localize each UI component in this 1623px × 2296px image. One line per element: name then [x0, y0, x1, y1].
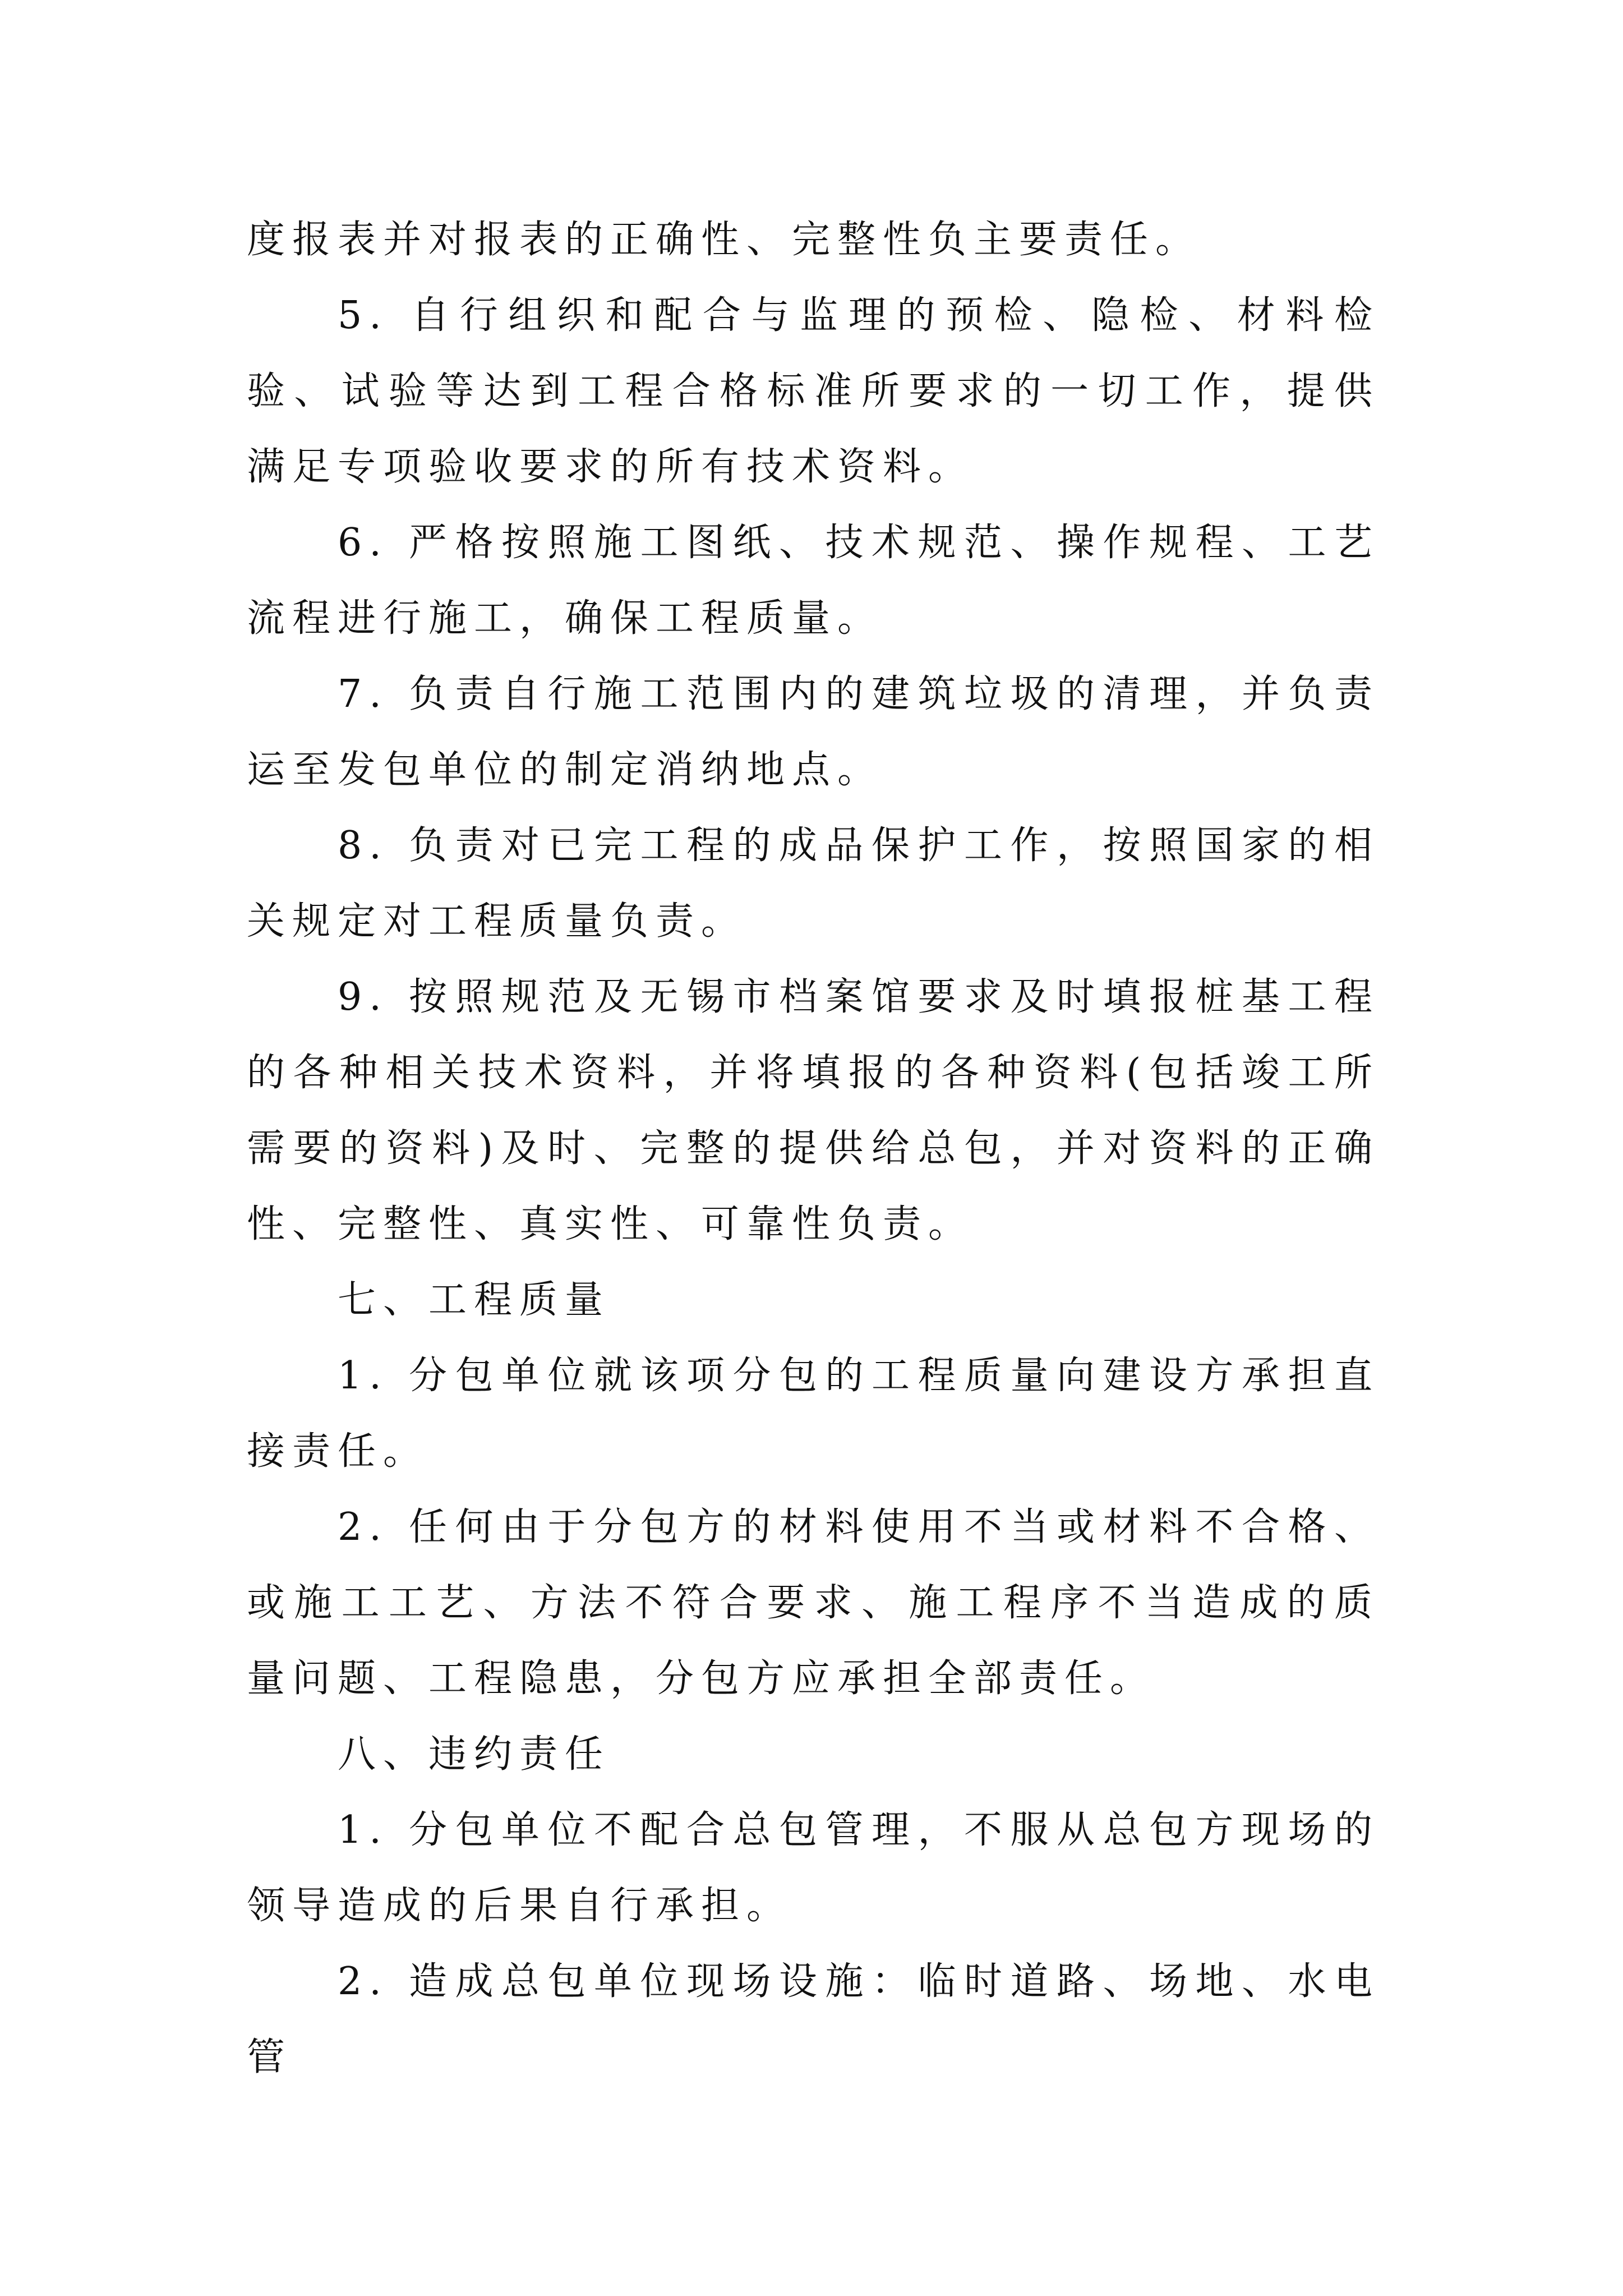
- section-heading-quality: 七、工程质量: [338, 1278, 611, 1322]
- paragraph-item-8: 8. 负责对已完工程的成品保护工作，按照国家的相关规定对工程质量负责。: [247, 823, 1380, 944]
- paragraph-liability-item-2: 2. 造成总包单位现场设施：临时道路、场地、水电管: [247, 1959, 1380, 2079]
- paragraph-item-7: 7. 负责自行施工范围内的建筑垃圾的清理，并负责运至发包单位的制定消纳地点。: [247, 672, 1380, 792]
- paragraph-report-responsibility: 度报表并对报表的正确性、完整性负主要责任。: [247, 218, 1201, 262]
- section-heading-liability: 八、违约责任: [338, 1732, 611, 1777]
- paragraph-item-9: 9. 按照规范及无锡市档案馆要求及时填报桩基工程的各种相关技术资料，并将填报的各种资料(包括竣工所需要的资料)及时、完整的提供给总包，并对资料的正确性、完整性、真实性、可靠性负责。: [247, 975, 1380, 1246]
- paragraph-quality-item-2: 2. 任何由于分包方的材料使用不当或材料不合格、或施工工艺、方法不符合要求、施工程序不当造成的质量问题、工程隐患，分包方应承担全部责任。: [247, 1505, 1380, 1701]
- paragraph-liability-item-1: 1. 分包单位不配合总包管理，不服从总包方现场的领导造成的后果自行承担。: [247, 1808, 1380, 1928]
- document-body: [247, 202, 1380, 2095]
- paragraph-item-6: 6. 严格按照施工图纸、技术规范、操作规程、工艺流程进行施工，确保工程质量。: [247, 521, 1380, 641]
- paragraph-quality-item-1: 1. 分包单位就该项分包的工程质量向建设方承担直接责任。: [247, 1354, 1380, 1474]
- paragraph-item-5: 5. 自行组织和配合与监理的预检、隐检、材料检验、试验等达到工程合格标准所要求的一切工作，提供满足专项验收要求的所有技术资料。: [247, 293, 1380, 489]
